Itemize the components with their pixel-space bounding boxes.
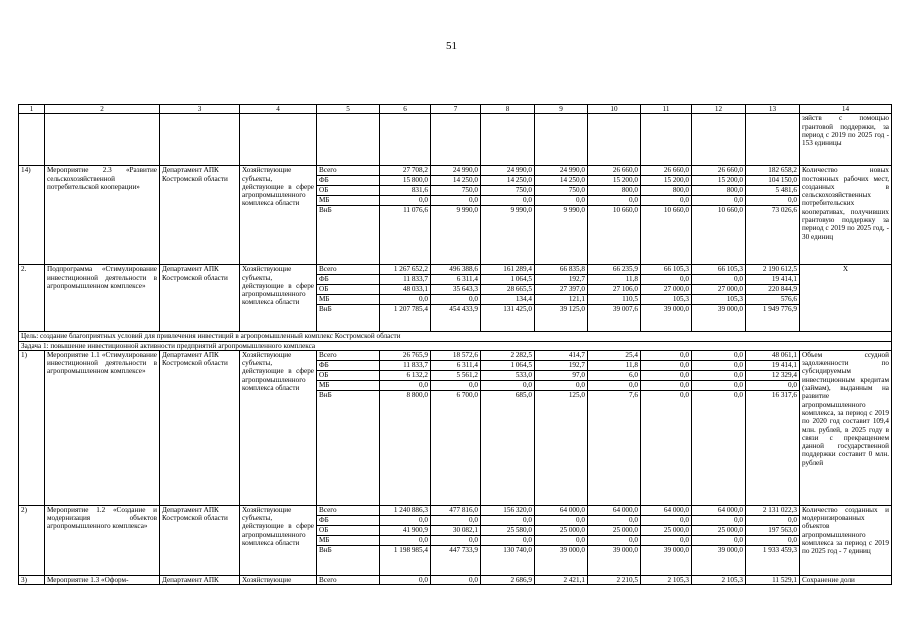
goal-row-text: Цель: создание благоприятных условий для привлечения инвестиций в агропромышленный комплекс Костромской области (19, 332, 892, 341)
value-cell: 0,0 (641, 275, 692, 285)
value-cell: 66 235,9 (588, 265, 641, 275)
value-cell: 0,0 (588, 380, 641, 390)
finance-source-cell: ВнБ (317, 206, 380, 265)
value-cell: 0,0 (481, 535, 535, 545)
value-cell: 110,5 (588, 295, 641, 305)
value-cell: 18 572,6 (431, 350, 481, 360)
participant-cell: Хозяйствующие субъекты, действующие в сфере агропромышленного комплекса области (240, 350, 317, 505)
value-cell: 800,0 (692, 186, 746, 196)
page-number: 51 (446, 40, 457, 52)
value-cell: 28 665,5 (481, 285, 535, 295)
value-cell: 11 076,6 (380, 206, 431, 265)
value-cell: 0,0 (481, 196, 535, 206)
value-cell: 130 740,0 (481, 545, 535, 575)
value-cell: 5 561,2 (431, 370, 481, 380)
value-cell: 0,0 (380, 295, 431, 305)
measure-name-cell: Мероприятие 1.3 «Оформ- (45, 575, 160, 584)
value-cell: 0,0 (641, 370, 692, 380)
value-cell: 27 000,0 (641, 285, 692, 295)
value-cell: 39 000,0 (641, 545, 692, 575)
value-cell: 0,0 (535, 535, 588, 545)
value-cell: 0,0 (535, 515, 588, 525)
value-cell: 477 816,0 (431, 505, 481, 515)
participant-cell: Хозяйствующие субъекты, действующие в сфере агропромышленного комплекса области (240, 505, 317, 575)
value-cell: 15 200,0 (588, 176, 641, 186)
value-cell: 0,0 (692, 370, 746, 380)
participant-cell: Хозяйствующие субъекты, действующие в сфере агропромышленного комплекса области (240, 265, 317, 332)
value-cell: 1 949 776,9 (746, 305, 800, 332)
value-cell: 15 200,0 (641, 176, 692, 186)
value-cell: 27 397,0 (535, 285, 588, 295)
value-cell: 39 000,0 (641, 305, 692, 332)
value-cell: 6,0 (588, 370, 641, 380)
finance-source-cell: ФБ (317, 360, 380, 370)
value-cell: 39 000,0 (535, 545, 588, 575)
value-cell: 220 844,9 (746, 285, 800, 295)
result-cell: Количество созданных и модернизированных объектов агропромышленного комплекса за период с 2019 по 2025 год - 7 единиц (800, 505, 892, 575)
header-cell: 1 (19, 105, 45, 114)
value-cell: 2 131 022,3 (746, 505, 800, 515)
value-cell: 25 000,0 (692, 525, 746, 535)
value-cell: 685,0 (481, 390, 535, 505)
value-cell: 10 660,0 (641, 206, 692, 265)
measure-name-cell: Мероприятие 2.3 «Развитие сельскохозяйственной потребительской кооперации» (45, 166, 160, 265)
value-cell: 39 000,0 (692, 305, 746, 332)
value-cell: 192,7 (535, 275, 588, 285)
value-cell: 831,6 (380, 186, 431, 196)
value-cell: 11,8 (588, 275, 641, 285)
finance-source-cell: МБ (317, 196, 380, 206)
value-cell: 26 660,0 (692, 166, 746, 176)
header-cell: 11 (641, 105, 692, 114)
value-cell: 64 000,0 (535, 505, 588, 515)
header-cell: 6 (380, 105, 431, 114)
value-cell: 97,0 (535, 370, 588, 380)
value-cell: 25 000,0 (588, 525, 641, 535)
value-cell: 1 240 886,3 (380, 505, 431, 515)
value-cell: 26 660,0 (588, 166, 641, 176)
value-cell: 14 250,0 (535, 176, 588, 186)
executor-cell: Департамент АПК Костромской области (160, 505, 240, 575)
table-row (19, 265, 892, 275)
result-cell: Количество новых постоянных рабочих мест, созданных в сельскохозяйственных потребительских кооперативах, получивших грантовую поддержку за период с 2019 по 2025 год, - 30 единиц (800, 166, 892, 265)
finance-source-cell: МБ (317, 295, 380, 305)
value-cell: 104 150,0 (746, 176, 800, 186)
value-cell: 0,0 (481, 380, 535, 390)
value-cell: 6 311,4 (431, 275, 481, 285)
value-cell: 64 000,0 (692, 505, 746, 515)
finance-source-cell: ФБ (317, 515, 380, 525)
value-cell: 182 658,2 (746, 166, 800, 176)
value-cell: 27 106,0 (588, 285, 641, 295)
value-cell: 2 105,3 (692, 575, 746, 584)
finance-source-cell: Всего (317, 575, 380, 584)
value-cell: 0,0 (641, 360, 692, 370)
result-cell: Сохранение доли (800, 575, 892, 584)
task-row-text: Задача 1: повышение инвестиционной активности предприятий агропромышленного комплекса (19, 341, 892, 350)
value-cell: 1 267 652,2 (380, 265, 431, 275)
header-cell: 8 (481, 105, 535, 114)
value-cell: 27 000,0 (692, 285, 746, 295)
value-cell: 0,0 (641, 390, 692, 505)
table-row (19, 505, 892, 515)
value-cell: 0,0 (641, 535, 692, 545)
header-cell: 14 (800, 105, 892, 114)
value-cell: 6 132,2 (380, 370, 431, 380)
table-row (19, 350, 892, 360)
value-cell: 197 563,0 (746, 525, 800, 535)
value-cell: 0,0 (535, 380, 588, 390)
value-cell: 1 933 459,3 (746, 545, 800, 575)
value-cell: 0,0 (692, 360, 746, 370)
value-cell: 0,0 (692, 196, 746, 206)
value-cell: 750,0 (535, 186, 588, 196)
value-cell: 0,0 (431, 295, 481, 305)
value-cell: 0,0 (641, 196, 692, 206)
result-cell: Объем ссудной задолженности по субсидируемым инвестиционным кредитам (займам), выданным на развитие агропромышленного комплекса, за период с 2019 по 2020 год составит 109,4 млн. рублей, в 2025 году в связи с прекращением данной государственной поддержки составит 0 млн. рублей (800, 350, 892, 505)
value-cell: 2 421,1 (535, 575, 588, 584)
value-cell: 9 990,0 (431, 206, 481, 265)
value-cell: 0,0 (641, 380, 692, 390)
value-cell: 14 250,0 (431, 176, 481, 186)
value-cell: 105,3 (692, 295, 746, 305)
value-cell: 0,0 (380, 380, 431, 390)
value-cell: 39 007,6 (588, 305, 641, 332)
header-cell: 7 (431, 105, 481, 114)
value-cell: 750,0 (481, 186, 535, 196)
value-cell: 41 900,9 (380, 525, 431, 535)
continuation-row (19, 114, 892, 166)
value-cell: 1 207 785,4 (380, 305, 431, 332)
value-cell: 25,4 (588, 350, 641, 360)
value-cell: 11 529,1 (746, 575, 800, 584)
value-cell: 35 643,3 (431, 285, 481, 295)
value-cell: 533,0 (481, 370, 535, 380)
value-cell: 0,0 (746, 515, 800, 525)
finance-source-cell: ФБ (317, 275, 380, 285)
value-cell: 2 190 612,5 (746, 265, 800, 275)
result-cell: зяйств с помощью грантовой поддержки, за период с 2019 по 2025 год - 153 единицы (800, 114, 892, 166)
value-cell: 0,0 (641, 350, 692, 360)
value-cell: 66 105,3 (641, 265, 692, 275)
value-cell: 0,0 (746, 535, 800, 545)
value-cell: 9 990,0 (481, 206, 535, 265)
participant-cell: Хозяйствующие субъекты, действующие в сфере агропромышленного комплекса области (240, 166, 317, 265)
value-cell: 125,0 (535, 390, 588, 505)
header-cell: 13 (746, 105, 800, 114)
executor-cell: Департамент АПК Костромской области (160, 265, 240, 332)
value-cell: 0,0 (588, 535, 641, 545)
row-number-cell: 2) (19, 505, 45, 575)
value-cell: 156 320,0 (481, 505, 535, 515)
value-cell: 0,0 (380, 515, 431, 525)
value-cell: 0,0 (431, 535, 481, 545)
executor-cell: Департамент АПК (160, 575, 240, 584)
value-cell: 414,7 (535, 350, 588, 360)
value-cell: 30 082,1 (431, 525, 481, 535)
finance-source-cell: ОБ (317, 525, 380, 535)
value-cell: 0,0 (431, 196, 481, 206)
row-number-cell: 3) (19, 575, 45, 584)
row-number-cell: 2. (19, 265, 45, 332)
value-cell: 454 433,9 (431, 305, 481, 332)
finance-source-cell: Всего (317, 166, 380, 176)
finance-source-cell: ОБ (317, 186, 380, 196)
goal-row (19, 332, 892, 341)
value-cell: 48 061,1 (746, 350, 800, 360)
finance-source-cell: ФБ (317, 176, 380, 186)
value-cell: 0,0 (692, 390, 746, 505)
value-cell: 39 125,0 (535, 305, 588, 332)
value-cell: 10 660,0 (692, 206, 746, 265)
measure-name-cell: Мероприятие 1.1 «Стимулирование инвестиционной деятельности в агропромышленном комплексе» (45, 350, 160, 505)
value-cell: 24 990,0 (431, 166, 481, 176)
value-cell: 161 289,4 (481, 265, 535, 275)
value-cell: 0,0 (380, 575, 431, 584)
row-number-cell: 14) (19, 166, 45, 265)
finance-source-cell: Всего (317, 505, 380, 515)
value-cell: 6 700,0 (431, 390, 481, 505)
finance-source-cell: ВнБ (317, 305, 380, 332)
value-cell: 26 660,0 (641, 166, 692, 176)
value-cell: 1 064,5 (481, 360, 535, 370)
task-row (19, 341, 892, 350)
finance-source-cell: ВнБ (317, 545, 380, 575)
value-cell: 0,0 (692, 380, 746, 390)
header-cell: 5 (317, 105, 380, 114)
finance-source-cell: МБ (317, 380, 380, 390)
value-cell: 19 414,1 (746, 360, 800, 370)
header-cell: 9 (535, 105, 588, 114)
value-cell: 48 033,1 (380, 285, 431, 295)
value-cell: 192,7 (535, 360, 588, 370)
value-cell: 25 000,0 (535, 525, 588, 535)
value-cell: 11,8 (588, 360, 641, 370)
measure-name-cell: Подпрограмма «Стимулирование инвестиционной деятельности в агропромышленном комплексе» (45, 265, 160, 332)
value-cell: 7,6 (588, 390, 641, 505)
value-cell: 0,0 (746, 380, 800, 390)
value-cell: 16 317,6 (746, 390, 800, 505)
value-cell: 11 833,7 (380, 360, 431, 370)
value-cell: 447 733,9 (431, 545, 481, 575)
value-cell: 24 990,0 (535, 166, 588, 176)
value-cell: 19 414,1 (746, 275, 800, 285)
value-cell: 105,3 (641, 295, 692, 305)
program-table (18, 104, 892, 585)
value-cell: 14 250,0 (481, 176, 535, 186)
value-cell: 6 311,4 (431, 360, 481, 370)
value-cell: 1 198 985,4 (380, 545, 431, 575)
header-row (19, 105, 892, 114)
value-cell: 11 833,7 (380, 275, 431, 285)
value-cell: 750,0 (431, 186, 481, 196)
value-cell: 121,1 (535, 295, 588, 305)
value-cell: 25 580,0 (481, 525, 535, 535)
executor-cell: Департамент АПК Костромской области (160, 350, 240, 505)
value-cell: 0,0 (692, 515, 746, 525)
value-cell: 64 000,0 (588, 505, 641, 515)
finance-source-cell: ОБ (317, 285, 380, 295)
header-cell: 4 (240, 105, 317, 114)
value-cell: 1 064,5 (481, 275, 535, 285)
finance-source-cell: ВнБ (317, 390, 380, 505)
value-cell: 0,0 (481, 515, 535, 525)
value-cell: 0,0 (431, 515, 481, 525)
value-cell: 8 800,0 (380, 390, 431, 505)
value-cell: 0,0 (380, 535, 431, 545)
value-cell: 576,6 (746, 295, 800, 305)
value-cell: 2 105,3 (641, 575, 692, 584)
value-cell: 2 282,5 (481, 350, 535, 360)
value-cell: 39 000,0 (588, 545, 641, 575)
value-cell: 64 000,0 (641, 505, 692, 515)
value-cell: 15 200,0 (692, 176, 746, 186)
value-cell: 800,0 (588, 186, 641, 196)
value-cell: 66 835,8 (535, 265, 588, 275)
finance-source-cell: МБ (317, 535, 380, 545)
participant-cell: Хозяйствующие (240, 575, 317, 584)
header-cell: 10 (588, 105, 641, 114)
row-number-cell: 1) (19, 350, 45, 505)
value-cell: 800,0 (641, 186, 692, 196)
header-cell: 3 (160, 105, 240, 114)
value-cell: 0,0 (692, 535, 746, 545)
measure-name-cell: Мероприятие 1.2 «Создание и модернизация объектов агропромышленного комплекса» (45, 505, 160, 575)
value-cell: 27 708,2 (380, 166, 431, 176)
finance-source-cell: Всего (317, 350, 380, 360)
result-cell: Х (800, 265, 892, 332)
value-cell: 24 990,0 (481, 166, 535, 176)
value-cell: 12 329,4 (746, 370, 800, 380)
value-cell: 25 000,0 (641, 525, 692, 535)
value-cell: 134,4 (481, 295, 535, 305)
value-cell: 0,0 (588, 196, 641, 206)
value-cell: 26 765,9 (380, 350, 431, 360)
value-cell: 0,0 (692, 350, 746, 360)
value-cell: 131 425,0 (481, 305, 535, 332)
finance-source-cell: ОБ (317, 370, 380, 380)
value-cell: 15 800,0 (380, 176, 431, 186)
table-row (19, 575, 892, 584)
value-cell: 0,0 (431, 575, 481, 584)
value-cell: 2 210,5 (588, 575, 641, 584)
value-cell: 496 388,6 (431, 265, 481, 275)
table-row (19, 166, 892, 176)
value-cell: 0,0 (535, 196, 588, 206)
value-cell: 2 686,9 (481, 575, 535, 584)
value-cell: 0,0 (641, 515, 692, 525)
value-cell: 0,0 (588, 515, 641, 525)
value-cell: 5 481,6 (746, 186, 800, 196)
value-cell: 0,0 (692, 275, 746, 285)
value-cell: 0,0 (431, 380, 481, 390)
header-cell: 2 (45, 105, 160, 114)
finance-source-cell: Всего (317, 265, 380, 275)
value-cell: 39 000,0 (692, 545, 746, 575)
header-cell: 12 (692, 105, 746, 114)
executor-cell: Департамент АПК Костромской области (160, 166, 240, 265)
value-cell: 10 660,0 (588, 206, 641, 265)
value-cell: 0,0 (380, 196, 431, 206)
value-cell: 0,0 (746, 196, 800, 206)
value-cell: 66 105,3 (692, 265, 746, 275)
value-cell: 9 990,0 (535, 206, 588, 265)
value-cell: 73 026,6 (746, 206, 800, 265)
